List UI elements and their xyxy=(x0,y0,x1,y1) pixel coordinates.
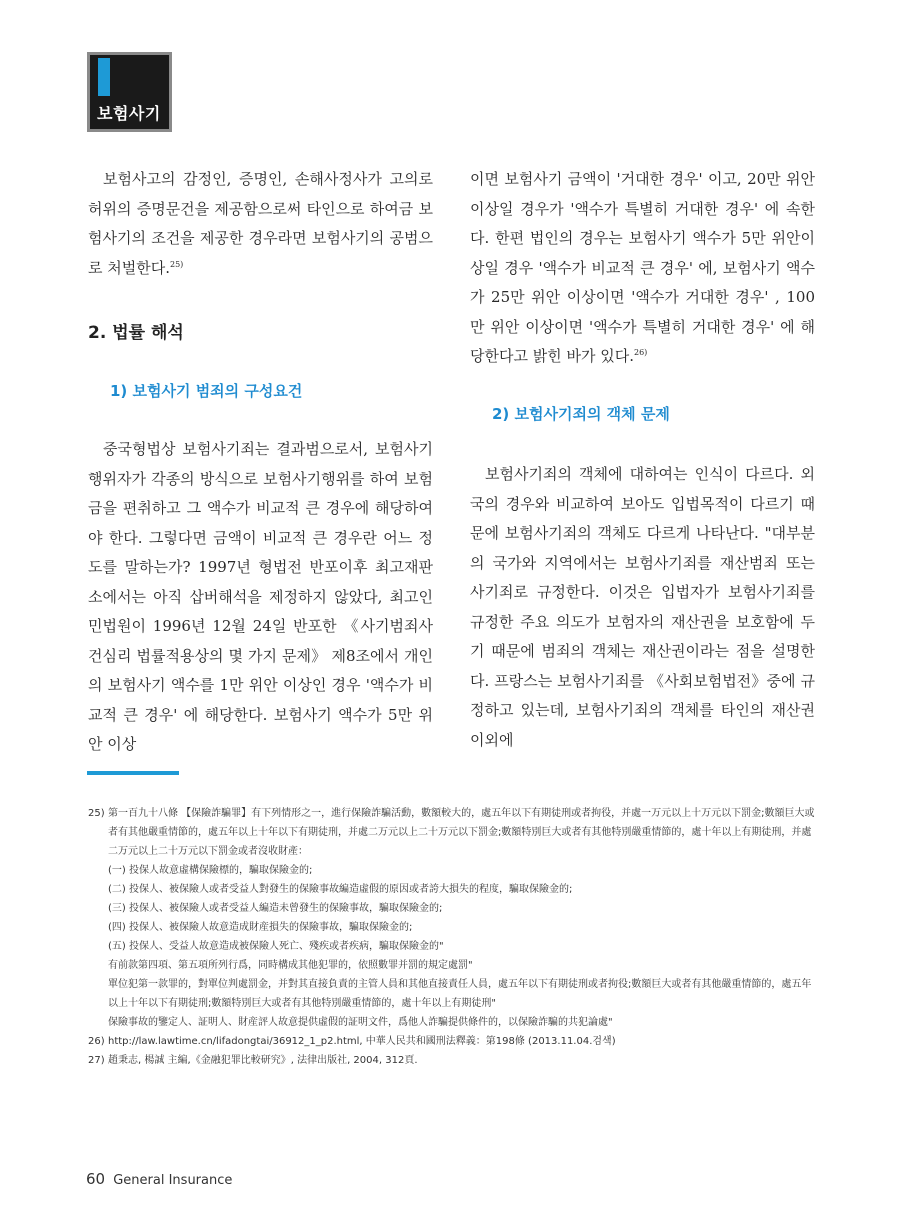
footnote-25-line: (五) 投保人、受益人故意造成被保險人死亡、殘疾或者疾病，騙取保險金的" xyxy=(108,941,444,952)
left-column xyxy=(88,165,433,760)
footnote-25-line: (四) 投保人、被保險人故意造成財産損失的保險事故，騙取保險金的; xyxy=(108,922,413,933)
footnote-divider xyxy=(87,771,179,775)
footnote-25-line: 單位犯第一款罪的，對單位判處罰金，并對其直接負責的主管人員和其他直接責任人員，處五年以下有期徒刑或者拘役;數額巨大或者有其他嚴重情節的，處五年以上十年以下有期徒刑;數額特別巨大或者有其他特別嚴重情節的，處十年以上有期徒刑" xyxy=(108,979,812,1009)
footnote-26 xyxy=(88,1032,818,1051)
footnote-ref-26: 26) xyxy=(633,348,648,357)
footnote-27-number: 27) xyxy=(88,1055,105,1066)
right-paragraph-1 xyxy=(470,165,815,372)
heading-constituent-elements: 1) 보험사기 범죄의 구성요건 xyxy=(110,381,303,400)
heading-legal-interpretation: 2. 법률 해석 xyxy=(88,323,184,343)
publication-title: General Insurance xyxy=(113,1173,233,1188)
footnotes xyxy=(88,804,818,1070)
footnote-25-line: (三) 投保人、被保險人或者受益人編造未曾發生的保險事故，騙取保險金的; xyxy=(108,903,443,914)
footnote-25-line: 保險事故的鑒定人、証明人、財産評人故意提供虛假的証明文件，爲他人詐騙提供條件的，以保險詐騙的共犯論處" xyxy=(108,1017,613,1028)
footnote-27-body: 趙秉志, 楊誠 主編,《金融犯罪比較研究》, 法律出版社, 2004, 312頁. xyxy=(108,1055,418,1066)
page-number: 60 xyxy=(86,1170,106,1188)
section-tab-background xyxy=(90,55,169,129)
right-column xyxy=(470,165,815,755)
footnote-25-line: 第一百九十八條 【保險詐騙罪】有下列情形之一，進行保險詐騙活動，數額較大的，處五年以下有期徒刑或者拘役，并處一万元以上十万元以下罰金;數額巨大或者有其他嚴重情節的，處五年以上十年以下有期徒刑，并處二万元以上二十万元以下罰金;數額特別巨大或者有其他特別嚴重情節的，處十年以上有期徒刑，并處二万元以上二十万元以下罰金或者沒收財產： xyxy=(108,808,815,857)
footnote-25-line: (二) 投保人、被保險人或者受益人對發生的保險事故編造虛假的原因或者誇大損失的程度，騙取保險金的; xyxy=(108,884,573,895)
footnote-25 xyxy=(88,804,818,1032)
left-paragraph-1 xyxy=(88,165,433,283)
footnote-27 xyxy=(88,1051,818,1070)
section-tab-accent-bar xyxy=(98,58,110,96)
footnote-25-line: (一) 投保人故意虛構保險標的，騙取保險金的; xyxy=(108,865,313,876)
footnote-ref-25: 25) xyxy=(170,259,184,269)
footnote-25-body xyxy=(108,804,818,1032)
footnote-25-line: 有前款第四項、第五項所列行爲，同時構成其他犯罪的，依照數罪并罰的規定處罰" xyxy=(108,960,473,971)
footnote-26-number: 26) xyxy=(88,1036,105,1047)
right-paragraph-2: 보험사기죄의 객체에 대하여는 인식이 다르다. 외국의 경우와 비교하여 보아도 입법목적이 다르기 때문에 보험사기죄의 객체도 다르게 나타난다. "대부분의 국가와 지역에서는 보험사기죄를 재산범죄 또는 사기죄로 규정한다. 이것은 입법자가 보험사기죄를 규정한 주요 의도가 보험자의 재산권을 보호함에 두기 때문에 범죄의 객체는 재산권이라는 점을 설명한다. 프랑스는 보험사기죄를 《사회보험법전》중에 규정하고 있는데, 보험사기죄의 객체를 타인의 재산권 이외에 xyxy=(470,465,815,749)
left-paragraph-2: 중국형법상 보험사기죄는 결과범으로서, 보험사기 행위자가 각종의 방식으로 보험사기행위를 하여 보험금을 편취하고 그 액수가 비교적 큰 경우에 해당하여야 한다. 그렇다면 금액이 비교적 큰 경우란 어느 정도를 말하는가? 1997년 형법전 반포이후 최고재판소에서는 아직 삽버해석을 제정하지 않았다, 최고인민법원이 1996년 12월 24일 반포한 《사기범죄사건심리 법률적용상의 몇 가지 문제》 제8조에서 개인의 보험사기 액수를 1만 위안 이상인 경우 '액수가 비교적 큰 경우' 에 해당한다. 보험사기 액수가 5만 위안 이상 xyxy=(88,440,433,753)
heading-object-issue: 2) 보험사기죄의 객체 문제 xyxy=(492,404,670,423)
right-paragraph-1-text: 이면 보험사기 금액이 '거대한 경우' 이고, 20만 위안 이상일 경우가 '액수가 특별히 거대한 경우' 에 속한다. 한편 법인의 경우는 보험사기 액수가 5만 위안이상일 경우 '액수가 비교적 큰 경우' 에, 보험사기 액수가 25만 위안 이상이면 '액수가 거대한 경우' , 100만 위안 이상이면 '액수가 특별히 거대한 경우' 에 해당한다고 밝힌 바가 있다. xyxy=(470,170,815,365)
footnote-26-body: http://law.lawtime.cn/lifadongtai/36912_1_p2.html, 中華人民共和國刑法釋義：第198條 (2013.11.04.검색) xyxy=(108,1036,616,1047)
section-tab-label: 보험사기 xyxy=(97,104,161,123)
left-paragraph-1-text: 보험사고의 감정인, 증명인, 손해사정사가 고의로 허위의 증명문건을 제공함으로써 타인으로 하여금 보험사기의 조건을 제공한 경우라면 보험사기의 공범으로 처벌한다. xyxy=(88,170,433,277)
page-footer xyxy=(86,1170,232,1188)
section-tab xyxy=(87,52,172,132)
footnote-25-number: 25) xyxy=(88,808,105,819)
